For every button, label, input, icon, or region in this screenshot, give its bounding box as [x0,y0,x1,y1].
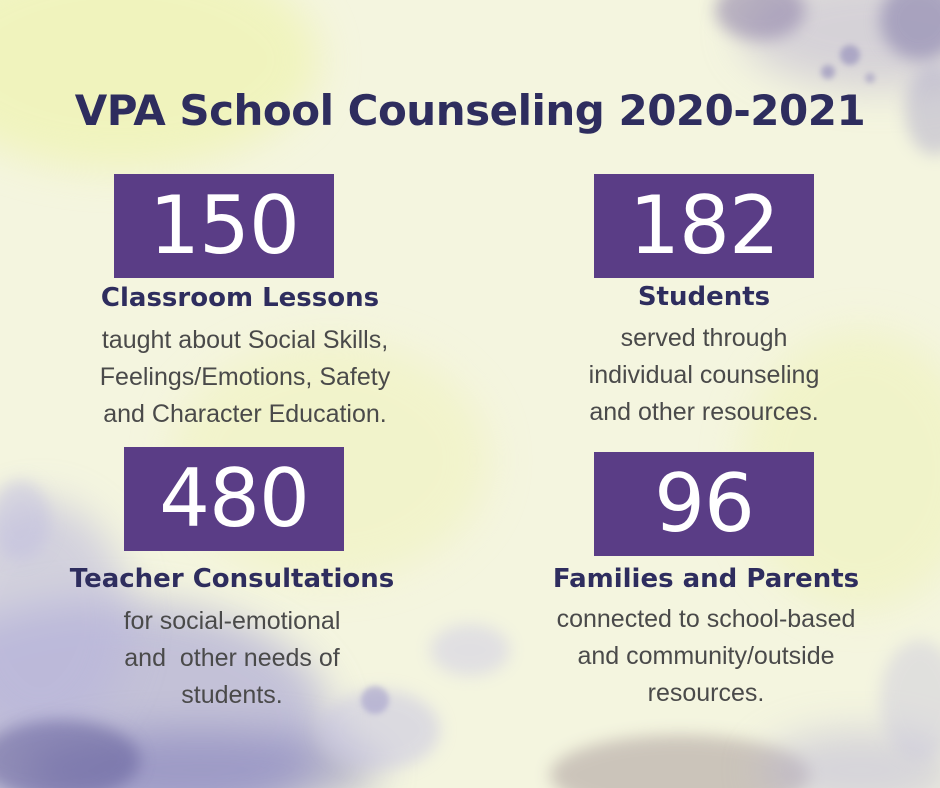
stat-description-families-parents [486,601,926,712]
stat-heading-classroom-lessons: Classroom Lessons [100,283,380,313]
stat-number-students: 182 [594,174,814,278]
stat-description-classroom-lessons [10,322,480,433]
description-line: students. [181,681,283,709]
description-line: connected to school-based [556,605,856,633]
stat-number-teacher-consultations: 480 [124,447,344,551]
description-line: and Character Education. [103,400,387,428]
description-line: and other needs of [124,644,340,672]
description-line: taught about Social Skills, [101,326,389,354]
description-line: and community/outside [577,642,835,670]
stat-number-classroom-lessons: 150 [114,174,334,278]
description-line: resources. [647,679,765,707]
stat-description-students [474,320,934,431]
description-line: individual counseling [588,361,820,389]
stat-heading-families-parents: Families and Parents [552,564,860,594]
stat-heading-students: Students [637,282,771,312]
description-line: and other resources. [589,398,819,426]
page-title: VPA School Counseling 2020-2021 [74,86,866,135]
stat-description-teacher-consultations [0,603,464,714]
description-line: served through [620,324,788,352]
stat-heading-teacher-consultations: Teacher Consultations [69,564,395,594]
description-line: Feelings/Emotions, Safety [99,363,391,391]
stat-number-families-parents: 96 [594,452,814,556]
description-line: for social-emotional [123,607,341,635]
